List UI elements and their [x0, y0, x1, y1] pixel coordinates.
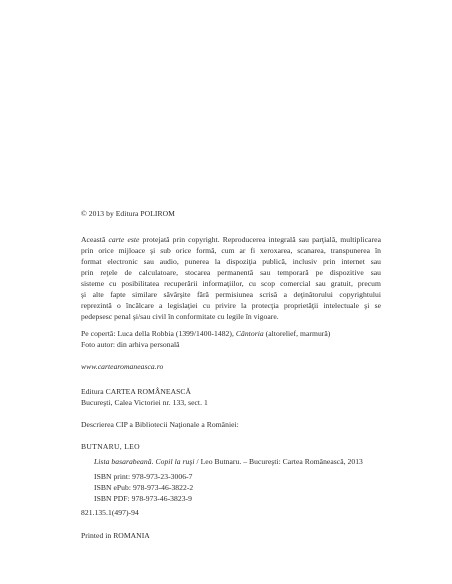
- rights-notice-text: şi alte fapte similare săvârşite fără permisiunea scrisă a deţinătorului copyrightului: [81, 290, 381, 299]
- isbn-list: [81, 471, 381, 504]
- rights-notice-line: [81, 245, 381, 256]
- copyright-page: [81, 0, 381, 584]
- rights-notice-text: sisteme cu posibilitatea recuperării informaţiilor, cu scop comercial sau gratuit, precum: [81, 279, 381, 288]
- classification-code: 821.135.1(497)-94: [81, 508, 139, 517]
- cip-book-title: Lista basarabeană. Copil la ruşi: [94, 457, 195, 466]
- rights-notice-text: prin orice mijloace şi sub orice formă, cum ar fi xeroxarea, scanarea, transpunerea în: [81, 246, 381, 255]
- rights-notice: [81, 234, 381, 322]
- publisher-address: Bucureşti, Calea Victoriei nr. 133, sect. 1: [81, 398, 208, 407]
- rights-notice-text: carte: [108, 235, 125, 244]
- rights-notice-text: este: [127, 235, 140, 244]
- rights-notice-text: reprezintă o încălcare a legislaţiei cu privire la protecţia proprietăţii intelectuale şi se: [81, 301, 381, 310]
- rights-notice-text: Această: [81, 235, 109, 244]
- publisher-name: Editura CARTEA ROMÂNEASCĂ: [81, 387, 192, 396]
- copyright-line: © 2013 by Editura POLIROM: [81, 209, 175, 218]
- rights-notice-line: [81, 278, 381, 289]
- rights-notice-text: protejată prin copyright. Reproducerea integrală sau parţială, multiplicarea: [139, 235, 381, 244]
- isbn-epub: ISBN ePub: 978-973-46-3822-2: [94, 483, 194, 492]
- rights-notice-line: [81, 289, 381, 300]
- rights-notice-line: [81, 267, 381, 278]
- rights-notice-line: [81, 256, 381, 267]
- website-url: www.cartearomaneasca.ro: [81, 362, 164, 371]
- photo-credit: Foto autor: din arhiva personală: [81, 340, 180, 349]
- cip-author: BUTNARU, LEO: [81, 442, 140, 451]
- isbn-print: ISBN print: 978-973-23-3006-7: [94, 472, 193, 481]
- cip-heading: Descrierea CIP a Bibliotecii Naţionale a României:: [81, 420, 239, 429]
- cover-credit-line: [81, 328, 381, 339]
- rights-notice-line: [81, 300, 381, 311]
- publisher-info: [81, 386, 381, 408]
- cover-credit: [81, 328, 381, 350]
- rights-notice-text: pedepsesc penal şi/sau civil în conformitate cu legile în vigoare.: [81, 312, 279, 321]
- cover-credit-prefix: Pe copertă: Luca della Robbia (1399/1400-1482),: [81, 329, 236, 338]
- cover-credit-suffix: (altorelief, marmură): [263, 329, 331, 338]
- cip-title-rest: / Leo Butnaru. – Bucureşti: Cartea Românească, 2013: [194, 457, 363, 466]
- cover-credit-work: Cântoria: [235, 329, 264, 338]
- rights-notice-line: [81, 311, 381, 322]
- cip-title-line: [81, 456, 394, 467]
- rights-notice-text: format electronic sau audio, punerea la dispoziţia publică, inclusiv prin internet sau: [81, 257, 381, 266]
- printed-in: Printed in ROMANIA: [81, 531, 150, 540]
- rights-notice-line: [81, 234, 381, 245]
- rights-notice-text: prin reţele de calculatoare, stocarea permanentă sau temporară pe dispozitive sau: [81, 268, 381, 277]
- isbn-pdf: ISBN PDF: 978-973-46-3823-9: [94, 494, 192, 503]
